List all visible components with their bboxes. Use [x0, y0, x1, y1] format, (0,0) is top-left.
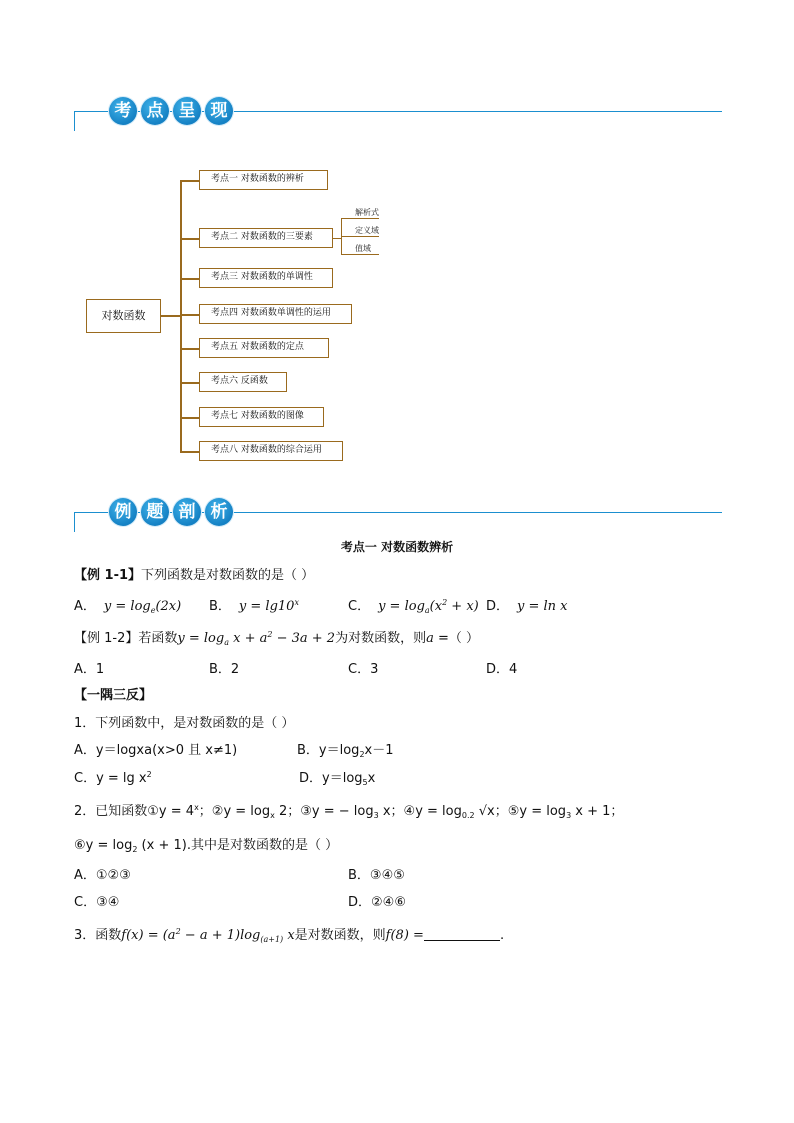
question-3-stem: 3．函数$f(x) = (a^2 - a + 1)\log_{(a+1)}$ x是对数函数，则f(8) = .	[74, 927, 505, 944]
branch-stub	[180, 278, 200, 280]
mindmap-branch: 考点六 反函数	[199, 372, 287, 392]
question-2-stem: 2．已知函数①y = $4^x$；②y = $\log_x 2$；③y = − $\log_3 x$；④y = $\log_{0.2} √x$；⑤y = $\log_3 x + 1$；	[74, 803, 624, 820]
option-formula: $y = \log_a(x^2 + x)$	[378, 598, 479, 615]
example-var: a	[426, 631, 434, 646]
section2-rule	[74, 512, 722, 513]
mindmap-branch: 考点七 对数函数的图像	[199, 407, 324, 427]
example-1-2-option-a: A．1	[74, 662, 105, 677]
mindmap-leaf: 值域	[355, 244, 371, 253]
leaf-underline	[341, 218, 379, 219]
branch-stub	[180, 314, 200, 316]
section1-tick	[74, 111, 75, 131]
example-1-2-option-d: D．4	[486, 662, 518, 677]
branch-stub	[180, 238, 200, 240]
example-text: 为对数函数，则	[335, 631, 427, 646]
section1-char: 现	[205, 97, 233, 125]
example-text: 下列函数是对数函数的是（ ）	[141, 568, 315, 583]
mindmap-leaf: 定义域	[355, 226, 379, 235]
question-2-option-b: B．③④⑤	[348, 868, 405, 883]
question-1-option-c: C．$y = \lg x^2$	[74, 770, 152, 786]
section2-tick	[74, 512, 75, 532]
branch-stub	[180, 417, 200, 419]
option-formula: $y = \lg 10^x$	[238, 598, 299, 614]
question-2-option-c: C．③④	[74, 895, 120, 910]
question-2-stem-cont: ⑥y = $\log_2 (x + 1)$.其中是对数函数的是（ ）	[74, 838, 339, 854]
option-formula: y = ln x	[517, 599, 568, 614]
mindmap-leaf: 解析式	[355, 208, 379, 217]
leaf-underline	[341, 236, 379, 237]
section2-char: 例	[109, 498, 137, 526]
example-prefix: 【例 1-2】	[74, 631, 139, 646]
answer-blank[interactable]	[424, 928, 500, 941]
option-label: A．	[74, 599, 96, 614]
question-1-option-b: B．$y=\log_2x-1$	[297, 743, 394, 759]
section2-char: 剖	[173, 498, 201, 526]
section1-char: 点	[141, 97, 169, 125]
branch-stub	[180, 348, 200, 350]
question-1-stem: 1．下列函数中，是对数函数的是（ ）	[74, 716, 295, 731]
branch-stub	[180, 180, 200, 182]
example-formula: $y = \log_a x + a^2 - 3a + 2$	[177, 630, 336, 647]
trunk-line	[180, 180, 182, 452]
section1-char: 考	[109, 97, 137, 125]
section1-char: 呈	[173, 97, 201, 125]
branch-stub	[180, 382, 200, 384]
example-text: =（ ）	[433, 631, 480, 646]
example-text: 若函数	[138, 631, 178, 646]
root-connector	[161, 315, 181, 317]
section2-char: 题	[141, 498, 169, 526]
example-1-1-option-c	[348, 595, 479, 615]
example-prefix: 【例 1-1】	[74, 568, 142, 583]
branch-stub	[180, 451, 200, 453]
option-label: C．	[348, 599, 371, 614]
practice-heading: 【一隅三反】	[74, 688, 153, 703]
example-1-2-stem	[74, 627, 479, 647]
leaf-underline	[341, 254, 379, 255]
option-formula: $y = \log_e(2x)$	[103, 599, 182, 615]
example-1-1-option-d	[486, 595, 568, 614]
mindmap-branch: 考点一 对数函数的辨析	[199, 170, 328, 190]
mindmap-branch: 考点五 对数函数的定点	[199, 338, 329, 358]
leaf-connector	[333, 238, 341, 239]
kaodian1-title: 考点一 对数函数辨析	[340, 540, 454, 554]
section2-char: 析	[205, 498, 233, 526]
mindmap-root: 对数函数	[86, 299, 161, 333]
section1-rule	[74, 111, 722, 112]
mindmap-branch: 考点二 对数函数的三要素	[199, 228, 333, 248]
option-label: B．	[209, 599, 231, 614]
question-2-option-a: A．①②③	[74, 868, 131, 883]
question-2-option-d: D．②④⑥	[348, 895, 406, 910]
question-1-option-a: A．y＝logxa(x>0 且 x≠1)	[74, 743, 238, 758]
mindmap-branch: 考点三 对数函数的单调性	[199, 268, 333, 288]
example-1-1-option-a	[74, 595, 181, 615]
example-1-1-stem	[74, 564, 314, 583]
option-label: D．	[486, 599, 510, 614]
example-1-1-option-b	[209, 595, 299, 614]
mindmap-branch: 考点八 对数函数的综合运用	[199, 441, 343, 461]
mindmap-branch: 考点四 对数函数单调性的运用	[199, 304, 352, 324]
example-1-2-option-b: B．2	[209, 662, 240, 677]
question-1-option-d: D．$y=\log_5x$	[299, 771, 376, 787]
example-1-2-option-c: C．3	[348, 662, 379, 677]
